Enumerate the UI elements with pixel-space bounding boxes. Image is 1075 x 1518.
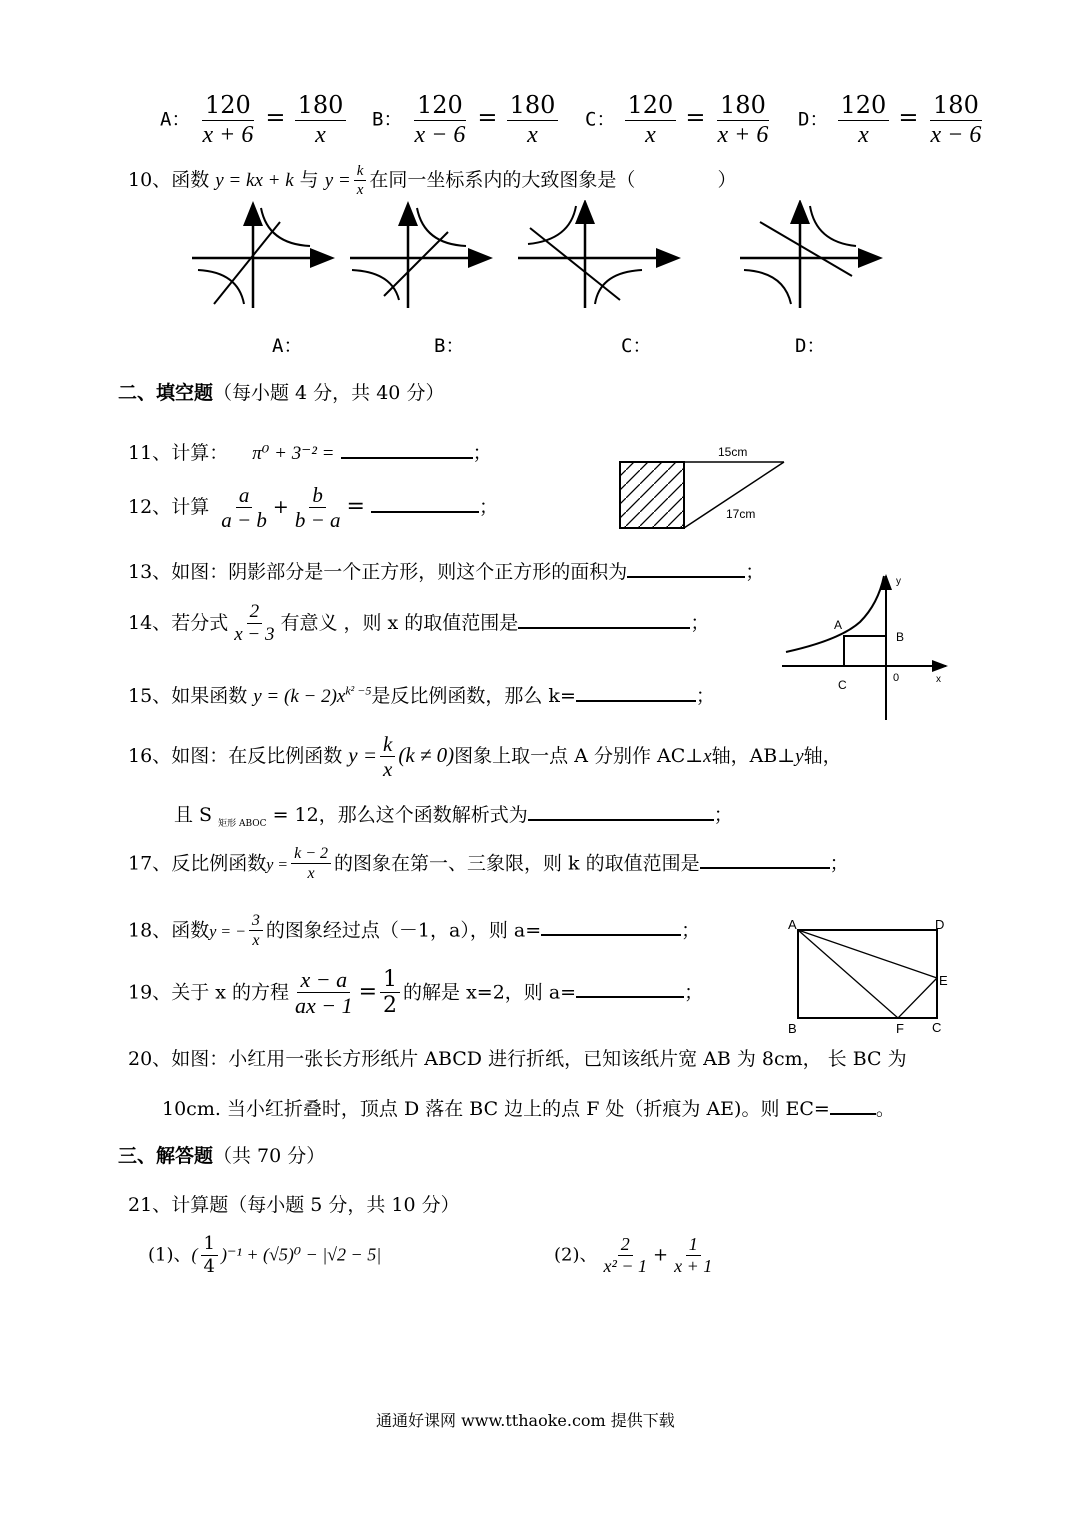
label-point-a: A [834, 618, 843, 632]
question-14: 14、若分式 $\frac{2}{x - 3}$ 有意义 ，则 x 的取值范围是 ； [128, 601, 710, 645]
label-a: A [788, 917, 797, 932]
section-2-heading: 二、填空题（每小题 4 分，共 40 分） [118, 382, 445, 404]
graph-a [192, 206, 330, 308]
graph-d [740, 204, 878, 308]
figure-square-triangle [612, 442, 792, 534]
label-point-b: B [896, 630, 905, 644]
label-f: F [896, 1021, 904, 1036]
answer-blank-19[interactable] [576, 980, 684, 998]
question-11: 11、计算： π⁰ + 3⁻² = ； [128, 442, 492, 464]
question-15: 15、如果函数 $y = (k - 2)x^{k^2 -5}$是反比例函数，那么 k= ； [128, 683, 715, 707]
answer-blank-11[interactable] [341, 441, 473, 459]
question-20-line-2: 10cm. 当小红折叠时，顶点 D 落在 BC 边上的点 F 处（折痕为 AE)。则 EC= 。 [162, 1098, 895, 1120]
label-15cm: 15cm [718, 445, 748, 459]
q9-option-b: B： $\frac{120}{x - 6}$ = $\frac{180}{x}$ [372, 92, 561, 149]
label-b: B [788, 1021, 797, 1036]
question-20-line-1: 20、如图：小红用一张长方形纸片 ABCD 进行折纸，已知该纸片宽 AB 为 8cm， 长 BC 为 [128, 1048, 907, 1070]
question-18: 18、函数y = − $\frac{3}{x}$ 的图象经过点（－1，a），则 a= ； [128, 912, 701, 950]
q9-option-d: D： $\frac{120}{x}$ = $\frac{180}{x - 6}$ [798, 91, 982, 148]
label-c: C [932, 1020, 942, 1035]
answer-blank-16[interactable] [528, 803, 714, 821]
graph-label-d: D： [795, 335, 826, 357]
question-21: 21、计算题（每小题 5 分，共 10 分） [128, 1194, 460, 1216]
label-origin: 0 [893, 672, 900, 684]
q9-option-a: A： $\frac{120}{x + 6}$ = $\frac{180}{x}$ [160, 92, 349, 149]
q10-graphs [180, 200, 900, 315]
label-d: D [935, 917, 945, 932]
answer-blank-15[interactable] [576, 684, 696, 702]
page-footer: 通通好课网 www.tthaoke.com 提供下载 [376, 1411, 675, 1430]
figure-folded-rectangle [780, 912, 955, 1040]
label-y-axis: y [896, 576, 901, 587]
graph-label-c: C： [621, 335, 652, 357]
answer-blank-20[interactable] [830, 1097, 876, 1115]
question-13: 13、如图：阴影部分是一个正方形，则这个正方形的面积为 ； [128, 561, 765, 583]
answer-blank-18[interactable] [541, 918, 681, 936]
label-point-c: C [838, 678, 847, 692]
graph-label-b: B： [434, 335, 465, 357]
question-21-part-2: (2)、 $\frac{2}{\text{x² − 1}}$ + $\frac{1}{x + 1}$ [554, 1234, 713, 1276]
label-e: E [939, 973, 948, 988]
question-16-line-1: 16、如图：在反比例函数 y = $\frac{k}{x}$ (k ≠ 0)图象上取一点 A 分别作 AC⊥x轴，AB⊥y轴， [128, 732, 842, 782]
answer-blank-14[interactable] [518, 611, 690, 629]
label-x-axis: x [936, 674, 941, 685]
label-17cm: 17cm [726, 507, 756, 521]
q9-option-c: C： $\frac{120}{x}$ = $\frac{180}{x + 6}$ [585, 91, 769, 148]
answer-blank-13[interactable] [627, 560, 745, 578]
question-10: 10、函数 y = kx + k 与 y = $\frac{k}{x}$ 在同一坐标系内的大致图象是（ ） [128, 163, 737, 199]
graph-b [350, 206, 488, 308]
answer-blank-17[interactable] [700, 851, 830, 869]
graph-label-a: A： [272, 335, 303, 357]
question-19: 19、关于 x 的方程 $\frac{x - a}{ax - 1}$ = $\frac{1}{2}$ 的解是 x=2，则 a= ； [128, 967, 704, 1019]
section-3-heading: 三、解答题（共 70 分） [118, 1145, 326, 1167]
question-12: 12、计算 $\frac{a}{a - b}$ + $\frac{b}{b - a}$ = ； [128, 483, 499, 533]
question-21-part-1: (1)、( $\frac{1}{4}$ )⁻¹ + (√5)⁰ − |√2 − 5| [148, 1233, 382, 1277]
answer-blank-12[interactable] [371, 495, 479, 513]
graph-c [518, 204, 676, 308]
figure-inverse-function [780, 570, 960, 722]
question-17: 17、反比例函数y = $\frac{k - 2}{x}$ 的图象在第一、三象限，则 k 的取值范围是 ； [128, 845, 849, 883]
question-16-line-2: 且 S $_{矩形 ABOC}$ = 12，那么这个函数解析式为 ； [174, 804, 733, 829]
